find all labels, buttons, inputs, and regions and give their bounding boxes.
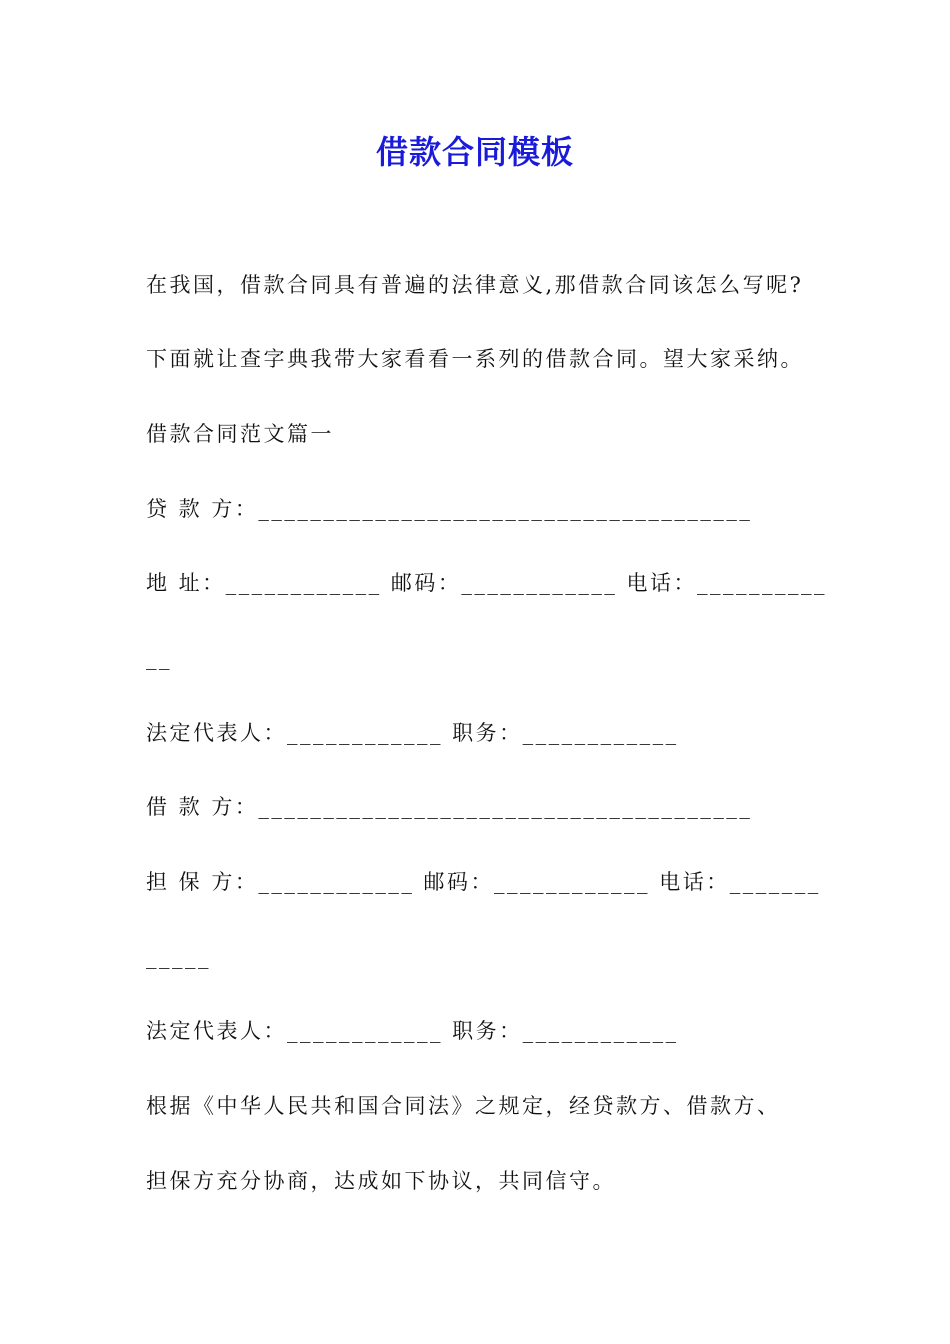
guarantor-field: 担 保 方：____________ 邮码：____________ 电话：_______ bbox=[146, 870, 821, 894]
lender-representative-field: 法定代表人：____________ 职务：____________ bbox=[146, 721, 679, 745]
intro-line-1: 在我国，借款合同具有普遍的法律意义,那借款合同该怎么写呢? bbox=[146, 273, 804, 297]
intro-line-2: 下面就让查字典我带大家看看一系列的借款合同。望大家采纳。 bbox=[146, 347, 804, 371]
borrower-field: 借 款 方：______________________________________ bbox=[146, 795, 753, 819]
document-title: 借款合同模板 bbox=[375, 133, 574, 171]
agreement-paragraph-line-2: 担保方充分协商，达成如下协议，共同信守。 bbox=[146, 1169, 616, 1193]
guarantor-field-continuation: _____ bbox=[146, 945, 211, 969]
address-field: 地 址：____________ 邮码：____________ 电话：__________ bbox=[146, 571, 828, 595]
guarantor-representative-field: 法定代表人：____________ 职务：____________ bbox=[146, 1019, 679, 1043]
agreement-paragraph-line-1: 根据《中华人民共和国合同法》之规定，经贷款方、借款方、 bbox=[146, 1094, 781, 1118]
section-heading: 借款合同范文篇一 bbox=[146, 422, 334, 446]
lender-field: 贷 款 方：______________________________________ bbox=[146, 497, 753, 521]
address-field-continuation: __ bbox=[146, 646, 172, 670]
